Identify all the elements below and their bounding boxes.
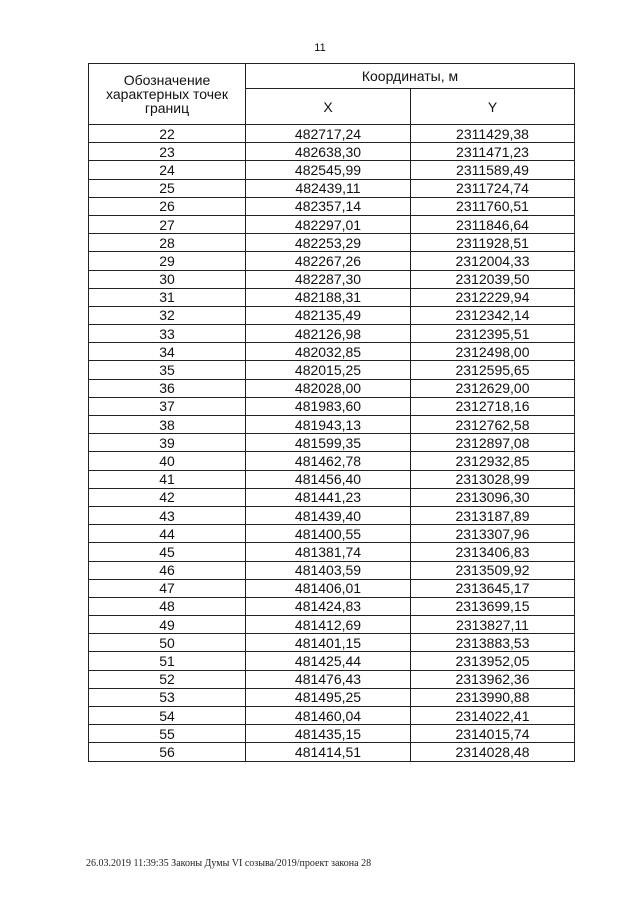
y-coordinate-cell: 2312498,00 xyxy=(411,343,575,361)
table-row xyxy=(89,343,575,361)
table-row xyxy=(89,652,575,670)
y-coordinate-cell: 2313028,99 xyxy=(411,470,575,488)
table-row xyxy=(89,670,575,688)
point-number-cell: 45 xyxy=(89,543,246,561)
table-row xyxy=(89,161,575,179)
point-number-cell: 37 xyxy=(89,397,246,415)
x-coordinate-cell: 482015,25 xyxy=(246,361,411,379)
table-row xyxy=(89,325,575,343)
table-row xyxy=(89,379,575,397)
y-coordinate-cell: 2311429,38 xyxy=(411,125,575,143)
x-coordinate-cell: 482287,30 xyxy=(246,270,411,288)
table-row xyxy=(89,306,575,324)
point-number-cell: 56 xyxy=(89,743,246,761)
x-coordinate-cell: 482028,00 xyxy=(246,379,411,397)
point-number-cell: 55 xyxy=(89,725,246,743)
y-coordinate-cell: 2313187,89 xyxy=(411,506,575,524)
y-coordinate-cell: 2313952,05 xyxy=(411,652,575,670)
point-number-cell: 52 xyxy=(89,670,246,688)
x-coordinate-cell: 482638,30 xyxy=(246,143,411,161)
table-row xyxy=(89,270,575,288)
point-number-cell: 34 xyxy=(89,343,246,361)
y-coordinate-cell: 2311760,51 xyxy=(411,197,575,215)
header-y: Y xyxy=(411,89,575,125)
y-coordinate-cell: 2313962,36 xyxy=(411,670,575,688)
x-coordinate-cell: 481460,04 xyxy=(246,707,411,725)
x-coordinate-cell: 482267,26 xyxy=(246,252,411,270)
x-coordinate-cell: 481400,55 xyxy=(246,525,411,543)
table-row xyxy=(89,579,575,597)
y-coordinate-cell: 2312932,85 xyxy=(411,452,575,470)
point-number-cell: 53 xyxy=(89,688,246,706)
y-coordinate-cell: 2314028,48 xyxy=(411,743,575,761)
table-row xyxy=(89,597,575,615)
point-number-cell: 47 xyxy=(89,579,246,597)
y-coordinate-cell: 2313509,92 xyxy=(411,561,575,579)
point-number-cell: 31 xyxy=(89,288,246,306)
table-row xyxy=(89,416,575,434)
point-number-cell: 28 xyxy=(89,234,246,252)
y-coordinate-cell: 2312229,94 xyxy=(411,288,575,306)
y-coordinate-cell: 2312395,51 xyxy=(411,325,575,343)
x-coordinate-cell: 481983,60 xyxy=(246,397,411,415)
table-row xyxy=(89,743,575,761)
table-row xyxy=(89,179,575,197)
header-x: X xyxy=(246,89,411,125)
point-number-cell: 30 xyxy=(89,270,246,288)
y-coordinate-cell: 2312762,58 xyxy=(411,416,575,434)
y-coordinate-cell: 2313883,53 xyxy=(411,634,575,652)
point-number-cell: 36 xyxy=(89,379,246,397)
point-number-cell: 33 xyxy=(89,325,246,343)
x-coordinate-cell: 482545,99 xyxy=(246,161,411,179)
point-number-cell: 26 xyxy=(89,197,246,215)
x-coordinate-cell: 481414,51 xyxy=(246,743,411,761)
table-row xyxy=(89,288,575,306)
x-coordinate-cell: 482439,11 xyxy=(246,179,411,197)
point-number-cell: 43 xyxy=(89,506,246,524)
point-number-cell: 49 xyxy=(89,616,246,634)
point-number-cell: 40 xyxy=(89,452,246,470)
x-coordinate-cell: 481424,83 xyxy=(246,597,411,615)
document-footer: 26.03.2019 11:39:35 Законы Думы VI созыва/2019/проект закона 28 xyxy=(86,858,372,869)
point-number-cell: 46 xyxy=(89,561,246,579)
x-coordinate-cell: 481599,35 xyxy=(246,434,411,452)
x-coordinate-cell: 481435,15 xyxy=(246,725,411,743)
x-coordinate-cell: 482135,49 xyxy=(246,306,411,324)
x-coordinate-cell: 482717,24 xyxy=(246,125,411,143)
y-coordinate-cell: 2312629,00 xyxy=(411,379,575,397)
table-row xyxy=(89,543,575,561)
point-number-cell: 51 xyxy=(89,652,246,670)
table-row xyxy=(89,125,575,143)
x-coordinate-cell: 481406,01 xyxy=(246,579,411,597)
point-number-cell: 42 xyxy=(89,488,246,506)
x-coordinate-cell: 482032,85 xyxy=(246,343,411,361)
table-row xyxy=(89,506,575,524)
table-row xyxy=(89,452,575,470)
coordinates-table xyxy=(88,63,575,762)
header-coordinates: Координаты, м xyxy=(246,64,575,89)
point-number-cell: 32 xyxy=(89,306,246,324)
y-coordinate-cell: 2311471,23 xyxy=(411,143,575,161)
point-number-cell: 25 xyxy=(89,179,246,197)
point-number-cell: 48 xyxy=(89,597,246,615)
x-coordinate-cell: 482297,01 xyxy=(246,215,411,233)
y-coordinate-cell: 2312897,08 xyxy=(411,434,575,452)
point-number-cell: 24 xyxy=(89,161,246,179)
table-body xyxy=(89,125,575,762)
table-row xyxy=(89,725,575,743)
table-row xyxy=(89,197,575,215)
table-row xyxy=(89,525,575,543)
x-coordinate-cell: 481943,13 xyxy=(246,416,411,434)
table-row xyxy=(89,234,575,252)
y-coordinate-cell: 2311589,49 xyxy=(411,161,575,179)
x-coordinate-cell: 481401,15 xyxy=(246,634,411,652)
point-number-cell: 54 xyxy=(89,707,246,725)
x-coordinate-cell: 482253,29 xyxy=(246,234,411,252)
y-coordinate-cell: 2312004,33 xyxy=(411,252,575,270)
point-number-cell: 41 xyxy=(89,470,246,488)
y-coordinate-cell: 2313096,30 xyxy=(411,488,575,506)
x-coordinate-cell: 481462,78 xyxy=(246,452,411,470)
x-coordinate-cell: 481381,74 xyxy=(246,543,411,561)
x-coordinate-cell: 481476,43 xyxy=(246,670,411,688)
table-row xyxy=(89,707,575,725)
table-row xyxy=(89,688,575,706)
table-row xyxy=(89,616,575,634)
point-number-cell: 44 xyxy=(89,525,246,543)
y-coordinate-cell: 2314015,74 xyxy=(411,725,575,743)
y-coordinate-cell: 2312342,14 xyxy=(411,306,575,324)
point-number-cell: 39 xyxy=(89,434,246,452)
y-coordinate-cell: 2312718,16 xyxy=(411,397,575,415)
y-coordinate-cell: 2313990,88 xyxy=(411,688,575,706)
table-row xyxy=(89,488,575,506)
table-row xyxy=(89,143,575,161)
table-row xyxy=(89,397,575,415)
x-coordinate-cell: 482357,14 xyxy=(246,197,411,215)
y-coordinate-cell: 2312595,65 xyxy=(411,361,575,379)
table-row xyxy=(89,361,575,379)
y-coordinate-cell: 2313307,96 xyxy=(411,525,575,543)
y-coordinate-cell: 2313645,17 xyxy=(411,579,575,597)
x-coordinate-cell: 481456,40 xyxy=(246,470,411,488)
y-coordinate-cell: 2313406,83 xyxy=(411,543,575,561)
x-coordinate-cell: 482126,98 xyxy=(246,325,411,343)
x-coordinate-cell: 481403,59 xyxy=(246,561,411,579)
y-coordinate-cell: 2313699,15 xyxy=(411,597,575,615)
table-row xyxy=(89,252,575,270)
y-coordinate-cell: 2312039,50 xyxy=(411,270,575,288)
x-coordinate-cell: 481439,40 xyxy=(246,506,411,524)
point-number-cell: 35 xyxy=(89,361,246,379)
x-coordinate-cell: 481495,25 xyxy=(246,688,411,706)
x-coordinate-cell: 481412,69 xyxy=(246,616,411,634)
table-row xyxy=(89,561,575,579)
header-designation: Обозначение характерных точек границ xyxy=(89,64,246,125)
table-row xyxy=(89,215,575,233)
point-number-cell: 50 xyxy=(89,634,246,652)
point-number-cell: 29 xyxy=(89,252,246,270)
point-number-cell: 27 xyxy=(89,215,246,233)
table-row xyxy=(89,470,575,488)
page-number: 11 xyxy=(314,42,326,54)
x-coordinate-cell: 481441,23 xyxy=(246,488,411,506)
y-coordinate-cell: 2314022,41 xyxy=(411,707,575,725)
x-coordinate-cell: 481425,44 xyxy=(246,652,411,670)
y-coordinate-cell: 2311846,64 xyxy=(411,215,575,233)
x-coordinate-cell: 482188,31 xyxy=(246,288,411,306)
table-row xyxy=(89,434,575,452)
y-coordinate-cell: 2313827,11 xyxy=(411,616,575,634)
y-coordinate-cell: 2311724,74 xyxy=(411,179,575,197)
y-coordinate-cell: 2311928,51 xyxy=(411,234,575,252)
point-number-cell: 22 xyxy=(89,125,246,143)
point-number-cell: 38 xyxy=(89,416,246,434)
point-number-cell: 23 xyxy=(89,143,246,161)
table-row xyxy=(89,634,575,652)
